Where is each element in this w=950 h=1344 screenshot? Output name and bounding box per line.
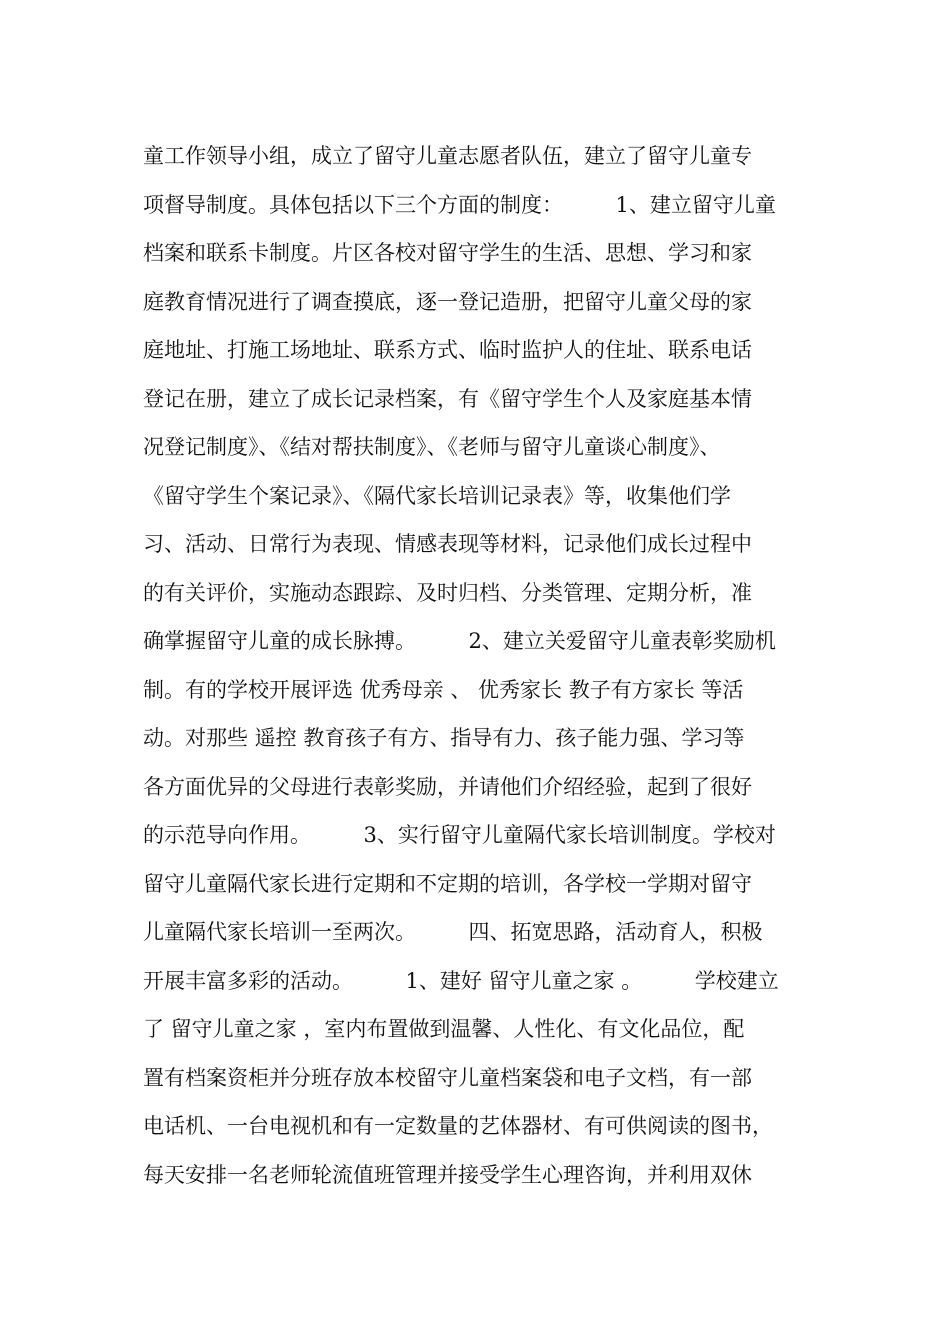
text-line: 每天安排一名老师轮流值班管理并接受学生心理咨询，并利用双休: [143, 1162, 752, 1187]
text-line: 动。对那些 遥控 教育孩子有方、指导有力、孩子能力强、学习等: [143, 726, 745, 750]
text-line: 开展丰富多彩的活动。 1、建好 留守儿童之家 。 学校建立: [143, 968, 779, 993]
text-line: 况登记制度》、《结对帮扶制度》、《老师与留守儿童谈心制度》、: [143, 435, 721, 459]
text-line: 各方面优异的父母进行表彰奖励，并请他们介绍经验，起到了很好: [143, 774, 752, 799]
text-line: 庭地址、打施工场地址、联系方式、临时监护人的住址、联系电话: [143, 338, 752, 362]
text-line: 电话机、一台电视机和有一定数量的艺体器材、有可供阅读的图书，: [143, 1114, 773, 1138]
text-line: 制。有的学校开展评选 优秀母亲 、 优秀家长 教子有方家长 等活: [143, 677, 744, 702]
body-text: [143, 132, 843, 1199]
text-line: 习、活动、日常行为表现、情感表现等材料，记录他们成长过程中: [143, 532, 752, 556]
text-line: 留守儿童隔代家长进行定期和不定期的培训，各学校一学期对留守: [143, 871, 752, 896]
text-line: 置有档案资柜并分班存放本校留守儿童档案袋和电子文档，有一部: [143, 1065, 752, 1090]
text-line: 的示范导向作用。 3、实行留守儿童隔代家长培训制度。学校对: [143, 823, 776, 847]
text-line: 确掌握留守儿童的成长脉搏。 2、建立关爱留守儿童表彰奖励机: [143, 629, 776, 653]
text-line: 档案和联系卡制度。片区各校对留守学生的生活、思想、学习和家: [143, 241, 752, 265]
text-line: 了 留守儿童之家 ，室内布置做到温馨、人性化、有文化品位，配: [143, 1017, 745, 1041]
text-line: 《留守学生个案记录》、《隔代家长培训记录表》等，收集他们学: [143, 483, 731, 508]
text-line: 儿童隔代家长培训一至两次。 四、拓宽思路，活动育人，积极: [143, 920, 763, 944]
text-line: 的有关评价，实施动态跟踪、及时归档、分类管理、定期分析，准: [143, 580, 752, 605]
text-line: 庭教育情况进行了调查摸底，逐一登记造册，把留守儿童父母的家: [143, 289, 752, 314]
text-line: 登记在册，建立了成长记录档案，有《留守学生个人及家庭基本情: [143, 386, 752, 411]
text-line: 童工作领导小组，成立了留守儿童志愿者队伍，建立了留守儿童专: [143, 144, 752, 168]
text-line: 项督导制度。具体包括以下三个方面的制度： 1、建立留守儿童: [143, 192, 776, 217]
